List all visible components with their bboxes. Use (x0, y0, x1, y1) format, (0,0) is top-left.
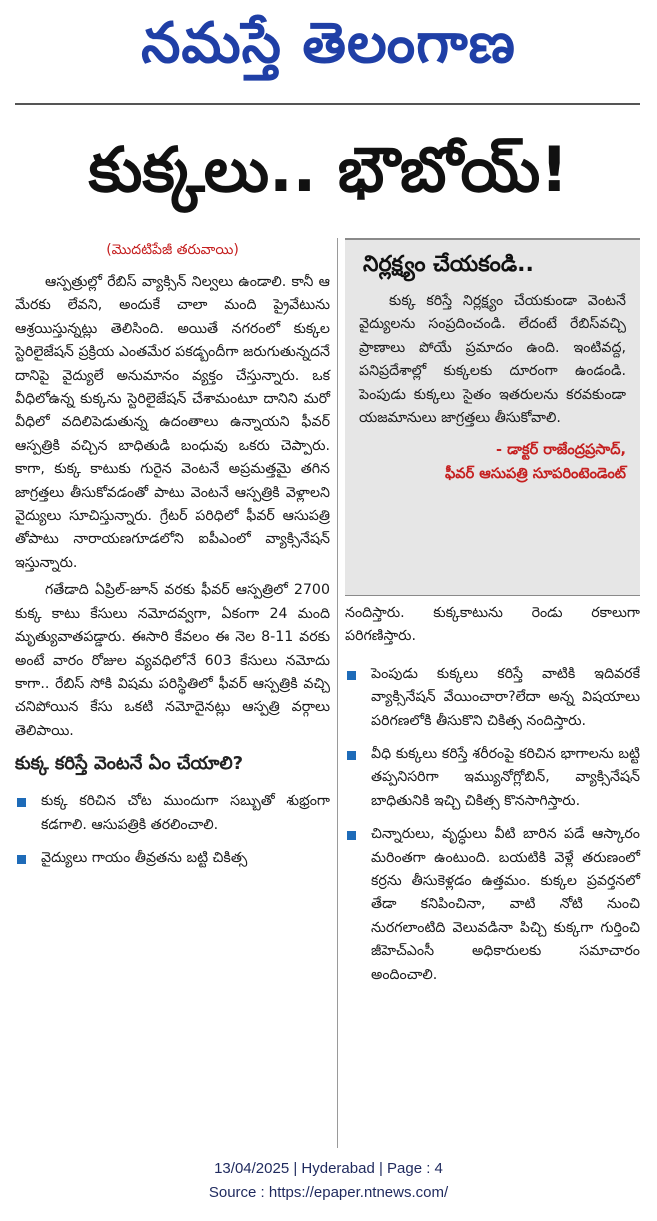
footer-dateline: 13/04/2025 | Hyderabad | Page : 4 (214, 1160, 443, 1177)
list-item: పెంపుడు కుక్కలు కరిస్తే వాటికి ఇదివరకే వ్యాక్సినేషన్ వేయించారా?లేదా అన్న విషయాలు పరిగణలోకి తీసుకొని చికిత్స నందిస్తారు. (345, 663, 640, 733)
attribution-name: - డాక్టర్ రాజేంద్రప్రసాద్, (496, 442, 626, 459)
bullet-square-icon (17, 855, 26, 864)
list-item: వీధి కుక్కలు కరిస్తే శరీరంపై కరిచిన భాగాలను బట్టి తప్పనిసరిగా ఇమ్యునోగ్లోబిన్, వ్యాక్సినేషన్ బాధితునికి ఇచ్చి చికిత్స కొనసాగిస్తారు. (345, 743, 640, 813)
masthead-title: నమస్తే తెలంగాణ (141, 11, 516, 76)
article-right-column (345, 602, 640, 997)
masthead (0, 0, 657, 88)
bullet-square-icon (347, 831, 356, 840)
continuation-note: (మొదటిపేజీ తరువాయి) (106, 242, 239, 258)
bullet-square-icon (17, 798, 26, 807)
list-item: చిన్నారులు, వృద్ధులు వీటి బారిన పడే ఆస్కారం మరింతగా ఉంటుంది. బయటికి వెళ్లే తరుణంలో కర్రను తీసుకెళ్లడం ఉత్తమం. కుక్కల ప్రవర్తనలో తేడా కనిపించినా, వాటి నోటి నుంచి నురగలాంటిది వెలువడినా పిచ్చి కుక్కగా గుర్తించి జీహెచ్ఎంసీ అధికారులకు సమాచారం అందించాలి. (345, 823, 640, 987)
sidebar-attribution (359, 438, 626, 486)
footer-source-link[interactable]: Source : https://epaper.ntnews.com/ (208, 1184, 449, 1201)
article-paragraph-1: ఆస్పత్రుల్లో రేబిస్ వ్యాక్సిన్ నిల్వలు ఉండాలి. కానీ ఆ మేరకు లేవని, అందుకే చాలా మంది ప్రైవేటును ఆశ్రయిస్తున్నట్లు తెలిసింది. అయితే నగరంలో కుక్కల స్టెరిలైజేషన్ ప్రక్రియ ఎంతమేర పకడ్బందీగా జరుగుతున్నదనే దానిపై వైద్యులే అనుమానం వ్యక్తం చేస్తున్నారు. ఒక వీధిలోఉన్న కుక్కను స్టెరిలైజేషన్ చేశామంటూ దానిని మరో వీధిలో వదిలిపెడుతున్న ఉదంతాలు ఉన్నాయని ఫీవర్ ఆస్పత్రికి వచ్చిన బాధితుడి బంధువు ఒకరు చెప్పారు. కాగా, కుక్క కాటుకు గురైన వెంటనే అప్రమత్తమై తగిన జాగ్రత్తలు తీసుకోవడంతో పాటు వెంటనే ఆస్పత్రికి వెళ్లాలని వైద్యులు సూచిస్తున్నారు. గ్రేటర్ పరిధిలో ఫీవర్ ఆసుపత్రి తోపాటు నారాయణగూడలోని ఐపీఎంలో వ్యాక్సినేషన్ ఇస్తున్నారు. (15, 274, 330, 571)
continued-text: నందిస్తారు. కుక్కకాటును రెండు రకాలుగా పరిగణిస్తారు. (345, 605, 640, 645)
page-headline: కుక్కలు.. భౌబోయ్! (88, 133, 569, 206)
article-left-column (15, 238, 330, 880)
list-item: వైద్యులు గాయం తీవ్రతను బట్టి చికిత్స (15, 847, 330, 870)
article-paragraph-2: గతేడాది ఏప్రిల్-జూన్ వరకు ఫీవర్ ఆస్పత్రిలో 2700 కుక్క కాటు కేసులు నమోదవ్వగా, ఏకంగా 24 మంది మృత్యువాతపడ్డారు. ఈసారి కేవలం ఈ నెల 8-11 వరకు అంటే వారం రోజుల వ్యవధిలోనే 603 కేసులు నమోదు కాగా.. రేబిస్ సోకి విషమ పరిస్థితిలో ఫీవర్ ఆస్పత్రికి వచ్చి చనిపోయిన కేసు ఒకటి నమోదైనట్లు ఆస్పత్రి వర్గాలు తెలిపాయి. (15, 582, 330, 739)
sidebar-box (345, 238, 640, 596)
advice-list-left (15, 790, 330, 870)
sidebar-body: కుక్క కరిస్తే నిర్లక్ష్యం చేయకుండా వెంటనే వైద్యులను సంప్రదించండి. లేదంటే రేబిస్‌వచ్చి ప్రాణాలు పోయే ప్రమాదం ఉంది. ఇంటివద్ద, పనిప్రదేశాల్లో కుక్కలకు దూరంగా ఉండండి. పెంపుడు కుక్కలు సైతం ఇతరులను కరవకుండా యజమానులు జాగ్రత్తలు తీసుకోవాలి. (359, 293, 626, 427)
attribution-role: ఫీవర్ ఆసుపత్రి సూపరింటెండెంట్ (444, 466, 626, 483)
top-rule (15, 103, 640, 105)
list-item: కుక్క కరిచిన చోట ముందుగా సబ్బుతో శుభ్రంగా కడగాలి. ఆసుపత్రికి తరలించాలి. (15, 790, 330, 837)
bullet-square-icon (347, 751, 356, 760)
column-divider (337, 238, 338, 1148)
section-subhead: కుక్క కరిస్తే వెంటనే ఏం చేయాలి? (15, 753, 244, 775)
advice-list-right (345, 663, 640, 987)
bullet-square-icon (347, 671, 356, 680)
sidebar-title: నిర్లక్ష్యం చేయకండి.. (363, 252, 534, 277)
page-footer (0, 1157, 657, 1205)
